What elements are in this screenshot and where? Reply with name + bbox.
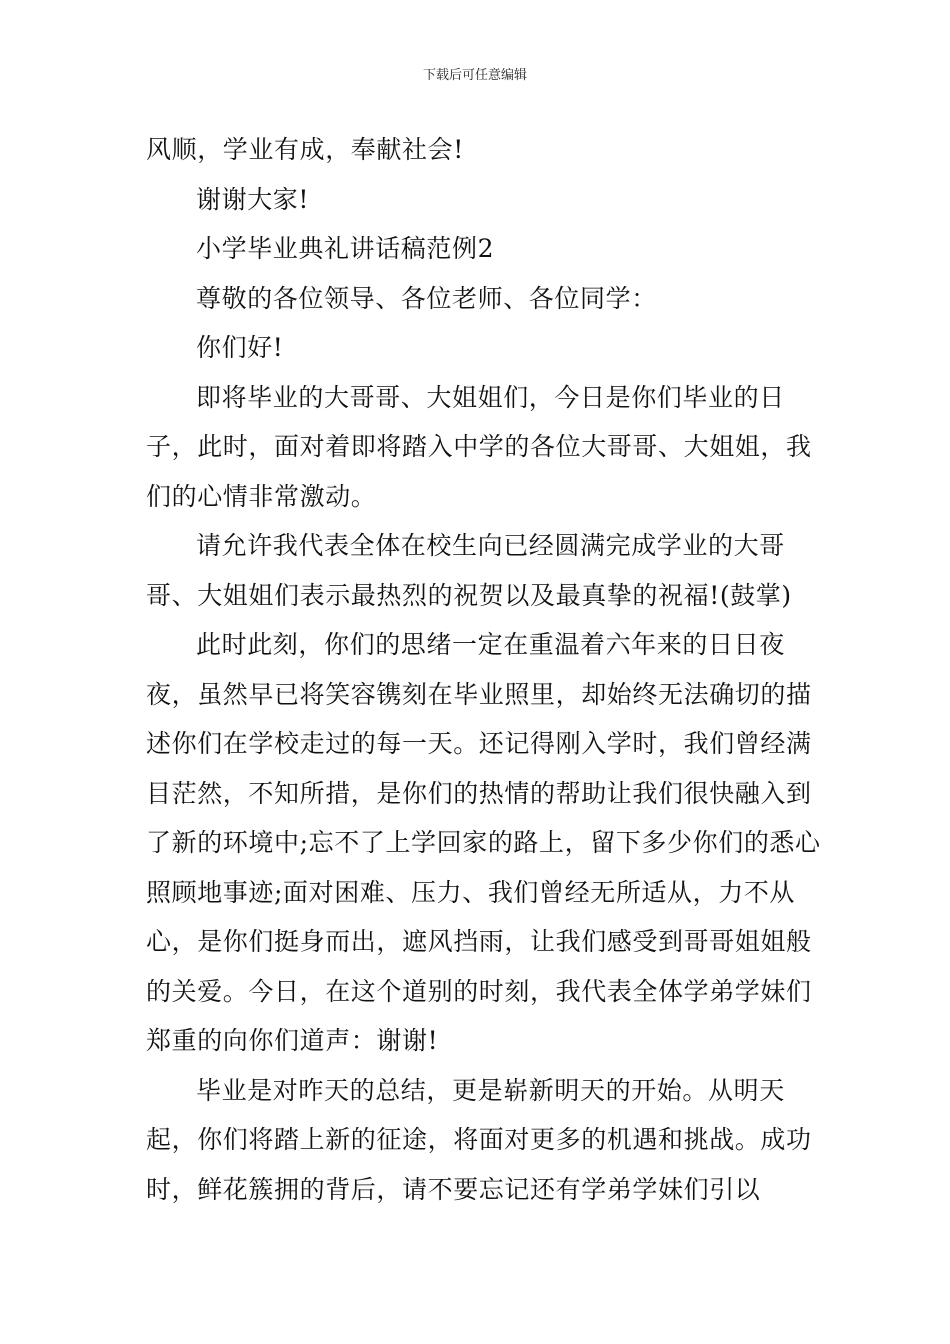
paragraph-thanks: 谢谢大家! (196, 184, 310, 214)
paragraph-salutation: 尊敬的各位领导、各位老师、各位同学： (196, 283, 657, 313)
paragraph-continuation: 风顺，学业有成，奉献社会! (146, 135, 464, 164)
paragraph-body-4: 毕业是对昨天的总结，更是崭新明天的开始。从明天起，你们将踏上新的征途，将面对更多的机遇和挑战。成功时，鲜花簇拥的背后，请不要忘记还有学弟学妹们引以 (146, 1075, 812, 1204)
paragraph-body-3: 此时此刻，你们的思绪一定在重温着六年来的日日夜夜，虽然早已将笑容镌刻在毕业照里，却始终无法确切的描述你们在学校走过的每一天。还记得刚入学时，我们曾经满目茫然，不知所措，是你们的热情的帮助让我们很快融入到了新的环境中;忘不了上学回家的路上，留下多少你们的悉心照顾地事迹;面对困难、压力、我们曾经无所适从，力不从心，是你们挺身而出，遮风挡雨，让我们感受到哥哥姐姐般的关爱。今日，在这个道别的时刻，我代表全体学弟学妹们郑重的向你们道声：谢谢! (146, 630, 821, 1055)
section-title: 小学毕业典礼讲话稿范例2 (196, 234, 495, 263)
paragraph-greeting: 你们好! (196, 333, 284, 362)
page-header: 下载后可任意编辑 (422, 68, 527, 83)
paragraph-body-2: 请允许我代表全体在校生向已经圆满完成学业的大哥哥、大姐姐们表示最热烈的祝贺以及最真挚的祝福!(鼓掌) (146, 531, 792, 610)
paragraph-body-1: 即将毕业的大哥哥、大姐姐们，今日是你们毕业的日子，此时，面对着即将踏入中学的各位大哥哥、大姐姐，我们的心情非常激动。 (146, 382, 812, 511)
document-body (146, 125, 826, 1214)
